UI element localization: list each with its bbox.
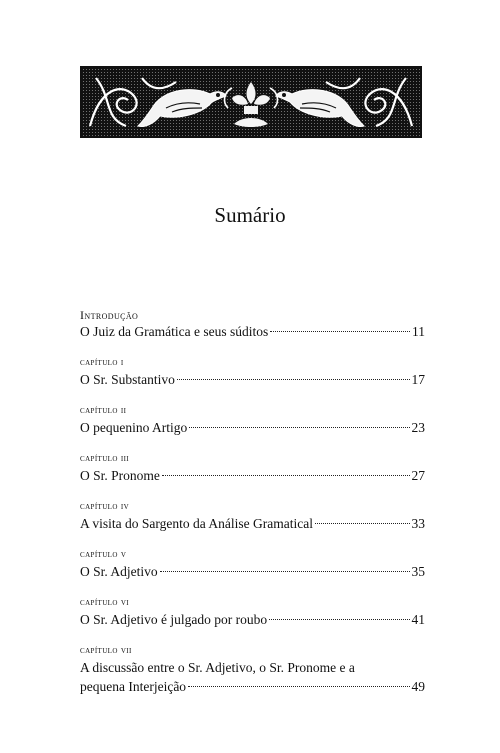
dot-leader [315,523,410,524]
toc-entry-title: pequena Interjeição [80,679,187,694]
toc-entry-title: O Sr. Pronome [80,468,160,483]
dot-leader [177,379,410,380]
toc-entry-label: capítulo v [80,549,127,560]
dot-leader [188,686,409,687]
table-of-contents [80,308,425,711]
toc-entry-label: capítulo ii [80,405,127,416]
toc-entry-chapter-4[interactable] [80,500,425,533]
toc-entry-title: O Sr. Adjetivo é julgado por roubo [80,612,268,627]
toc-entry-chapter-2[interactable] [80,404,425,437]
toc-entry-label: capítulo iv [80,501,130,512]
toc-entry-chapter-5[interactable] [80,548,425,581]
toc-entry-label: Introdução [80,308,139,322]
toc-entry-page: 41 [411,612,425,627]
dot-leader [269,619,409,620]
toc-entry-page: 35 [411,564,425,579]
toc-entry-chapter-1[interactable] [80,356,425,389]
toc-entry-page: 11 [412,324,425,339]
toc-entry-title: O pequenino Artigo [80,420,188,435]
dot-leader [162,475,410,476]
toc-entry-label: capítulo iii [80,453,130,464]
dot-leader [270,331,410,332]
toc-entry-page: 17 [411,372,425,387]
page-title: Sumário [214,203,286,227]
toc-entry-title: A visita do Sargento da Análise Gramatical [80,516,313,531]
toc-entry-label: capítulo vi [80,597,130,608]
toc-entry-title-line1: A discussão entre o Sr. Adjetivo, o Sr. Pronome e a [80,660,355,675]
toc-entry-page: 49 [411,679,425,694]
toc-entry-page: 27 [411,468,425,483]
toc-entry-chapter-7[interactable] [80,644,425,696]
toc-entry-chapter-6[interactable] [80,596,425,629]
dot-leader [189,427,409,428]
toc-entry-title: O Sr. Adjetivo [80,564,158,579]
toc-entry-introduction[interactable] [80,308,425,341]
toc-entry-page: 33 [411,516,425,531]
toc-entry-title: O Sr. Substantivo [80,372,175,387]
dot-leader [160,571,410,572]
toc-entry-label: capítulo vii [80,645,132,656]
toc-entry-chapter-3[interactable] [80,452,425,485]
toc-entry-page: 23 [411,420,425,435]
floral-birds-ornament-icon [80,66,422,138]
toc-entry-label: capítulo i [80,357,124,368]
toc-entry-title: O Juiz da Gramática e seus súditos [80,324,269,339]
